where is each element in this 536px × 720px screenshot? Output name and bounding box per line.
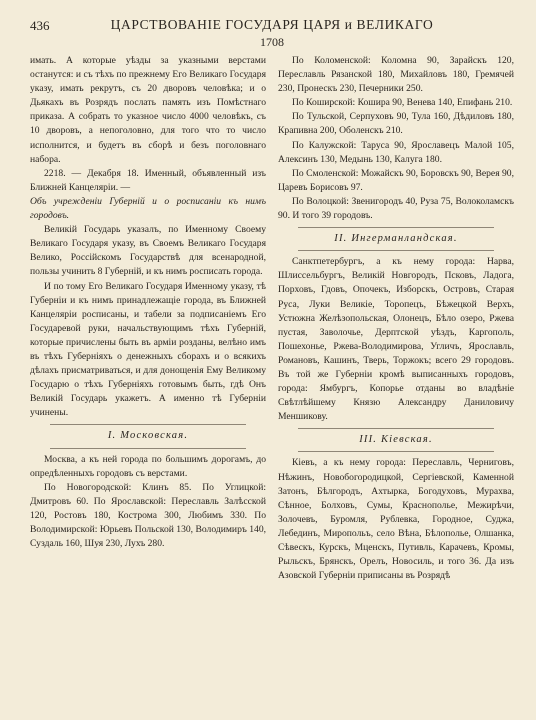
paragraph: По Коширской: Кошира 90, Венева 140, Епифань 210.	[292, 97, 513, 109]
paragraph: Санктпетербургъ, а къ нему города: Нарва, Шлиссельбургъ, Великій Новгородъ, Псковъ, Ладога, Порховъ, Гдовъ, Опочекъ, Изборскъ, Островъ, Старая Руса, Луки Великіе, Торопецъ, Бѣжецкой Верхъ, Устюжна Желѣзопольская, Олонецъ, Бѣло озеро, Ржева пустая, Заволочье, Дерптской уѣздъ, Каргополь, Пошехонье, Ржева-Володимирова, Угличъ, Ярославль, Романовъ, Кашинъ, Тверь, Торжокъ; всего 29 городовъ. Въ той же Губерніи кромѣ выписанныхъ городовъ, города: Ямбургъ, Копорье отданы во владѣніе Свѣтлѣйшему Князю Александру Даниловичу Меншикову.	[278, 256, 514, 423]
divider	[298, 227, 494, 228]
running-title: ЦАРСТВОВАНІЕ ГОСУДАРЯ ЦАРЯ и ВЕЛИКАГО	[110, 17, 434, 32]
section-title: II. Ингерманландская.	[334, 233, 458, 245]
decree-heading: 2218. — Декабря 18. Именный, объявленный изъ Ближней Канцеляріи. —	[30, 167, 266, 193]
paragraph: Великій Государь указалъ, по Именному Своему Великаго Государя указу, въ Своемъ Великаго Государя Велико, Россійскомъ Государствѣ для всенародной, пользы учинить 8 Губерній, и къ нимъ росписать города.	[30, 224, 266, 278]
paragraph: Кіевъ, а къ нему города: Переславль, Черниговъ, Нѣжинъ, Новобогородицкой, Сергіевской, Каменной Затонъ, Бѣлгородъ, Ахтырка, Богодуховъ, Мурахва, Сѣнное, Болховъ, Сумы, Краснополье, Межирѣчи, Золочевъ, Буромля, Рублевка, Городное, Суджа, Лебединъ, Миропольъ, село Вѣна, Бѣлополье, Олшанка, Сѣвескъ, Курскъ, Мценскъ, Путивль, Карачевъ, Кромы, Рыльскъ, Брянскъ, Орелъ, Новосиль, и того 36. Да изъ Азовской Губерніи приписаны въ Розрядѣ	[278, 457, 514, 582]
paragraph: По Волоцкой: Звенигородъ 40, Руза 75, Волоколамскъ 90. И того 39 городовъ.	[278, 195, 514, 222]
divider	[298, 250, 494, 251]
section-title: III. Кіевская.	[359, 434, 433, 446]
left-column	[30, 54, 266, 583]
paragraph: По Коломенской: Коломна 90, Зарайскъ 120, Переславль Рязанской 180, Михайловъ 180, Гремячей 230, Пронескъ 230, Печерники 250.	[278, 55, 514, 95]
year-heading: 1708	[260, 35, 284, 49]
divider	[50, 448, 246, 449]
section-title: I. Московская.	[107, 430, 189, 442]
divider	[298, 428, 494, 429]
text-columns	[30, 54, 514, 583]
paragraph: По Калужской: Таруса 90, Ярославецъ Малой 105, Алексинъ 130, Медынь 130, Калуга 180.	[278, 139, 514, 165]
paragraph: По Новогородской: Клинъ 85. По Углицкой: Дмитровъ 60. По Ярославской: Переславль Залѣсской 120, Ростовъ 180, Кострома 300, Любимъ 330. По Володимирской: Юрьевъ Польской 130, Володимиръ 140, Суздаль 160, Шуя 230, Лухъ 280.	[30, 481, 267, 550]
divider	[50, 424, 246, 425]
paragraph: Москва, а къ ней города по большимъ дорогамъ, до опредѣленныхъ городовъ съ верстами.	[30, 453, 266, 479]
page-number: 436	[30, 18, 50, 33]
paragraph: имать. А которые уѣзды за указными верстами останутся: и съ тѣхъ по прежнему Его Великаго Государя указу, имать рекрутъ, съ 20 дворовъ человѣка; и о Дьякахъ въ Розрядъ послать память изъ Помѣстнаго приказа. А собрать то указное число 4000 человѣкъ, съ 10 дворовъ, а непоголовно, для того что то число исполнится, и будетъ въ сборѣ и безъ поголовнаго набора.	[30, 55, 266, 165]
decree-title: Объ учрежденіи Губерній и о росписаніи къ нимъ городовъ.	[30, 195, 266, 222]
page-header	[30, 16, 514, 54]
divider	[298, 451, 494, 452]
paragraph: И по тому Его Великаго Государя Именному указу, тѣ Губерніи и къ нимъ принадлежащіе города, въ Ближней Канцеляріи росписаны, и табели за подписаніемъ Его Государевой руки, начальствующимъ тѣхъ Губерній, которые причислены быть въ арміи розданы, велѣно имъ въ тѣхъ Губерніяхъ о денежныхъ сборахъ и о всякихъ дѣлахъ присматриваться, и для донощенія Ему Великому Государю о тѣхъ Губерніяхъ готовымъ быть, гдѣ Онъ Великій Государь укажетъ. А именно тѣ Губерніи учинены.	[30, 280, 266, 419]
paragraph: По Тульской, Серпуховъ 90, Тула 160, Дѣдиловъ 180, Крапивна 200, Оболенскъ 210.	[278, 111, 514, 137]
paragraph: По Смоленской: Можайскъ 90, Боровскъ 90, Верея 90, Царевъ Борисовъ 97.	[278, 167, 514, 193]
right-column	[278, 54, 514, 583]
